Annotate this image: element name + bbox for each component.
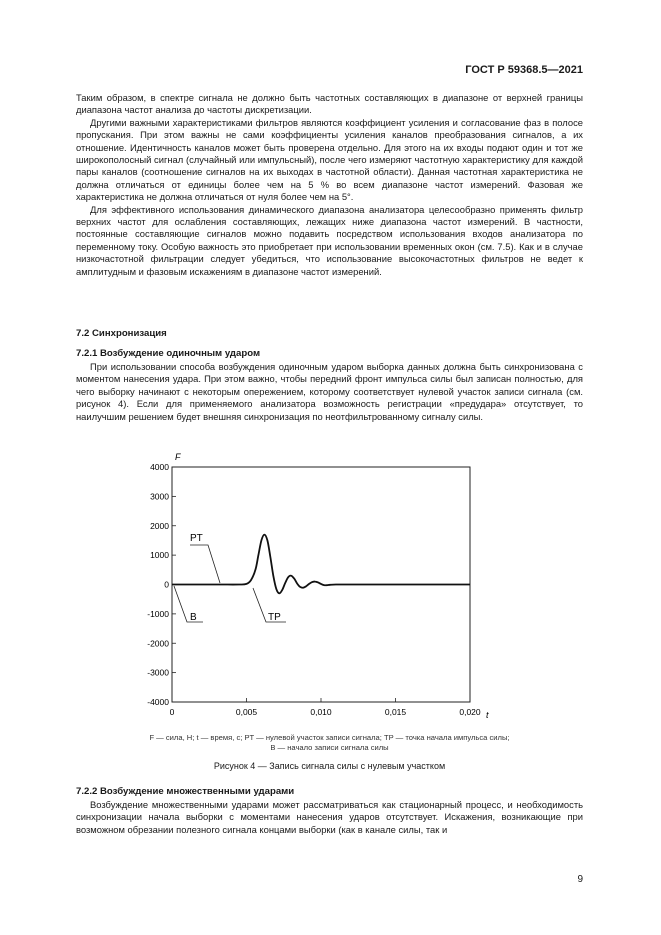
legend-line: F — сила, Н; t — время, с; PT — нулевой участок записи сигнала; TP — точка начала импульса силы;	[149, 733, 510, 742]
subsection-heading: 7.2.2 Возбуждение множественными ударами	[76, 786, 295, 797]
y-tick-label: 4000	[150, 462, 169, 472]
x-axis-label: t	[486, 710, 489, 720]
annotation-label-b: B	[190, 612, 197, 623]
paragraph-multiple-impacts: Возбуждение множественными ударами может рассматриваться как стационарный процесс, и необходимость синхронизации начала выборки с моментами нанесения ударов отсутствует. Искажения, возникающие при возможном обрезании полезного сигнала концами выборки (как в канале силы, так и	[76, 799, 583, 835]
x-tick-label: 0,005	[235, 707, 258, 717]
page-number: 9	[577, 874, 583, 885]
paragraph: Другими важными характеристиками фильтров являются коэффициент усиления и согласование фаз в полосе пропускания. При этом важны не сами коэффициенты усиления каналов преобразования сигналов, а их отношение. Идентичность каналов может быть проверена отдельно. Для этого на их входы подают один и тот же широкополосный сигнал (случайный или импульсный), после чего измеряют частотную характеристику для каждой пары каналов (соотношение сигналов на их выходах в частотной области). Данная частотная характеристика не должна отличаться от единицы более чем на 5 % во всем диапазоне частот измерений. Фазовая же характеристика не должна отличаться от нуля более чем на 5°.	[76, 116, 583, 203]
document-header: ГОСТ Р 59368.5—2021	[465, 64, 583, 76]
x-tick-label: 0,015	[384, 707, 407, 717]
annotation-label-pt: PT	[190, 533, 203, 544]
text-block-filters	[76, 92, 583, 278]
y-tick-label: 3000	[150, 491, 169, 502]
y-tick-label: 1000	[150, 550, 169, 561]
section-heading: 7.2 Синхронизация	[76, 328, 167, 339]
annotation-leader-b	[174, 586, 203, 622]
figure-legend	[76, 733, 583, 753]
paragraph-single-impact: При использовании способа возбуждения одиночным ударом выборка данных должна быть синхронизована с моментом нанесения удара. При этом важно, чтобы передний фронт импульса силы был записан полностью, для чего выборку начинают с некоторым опережением, которому соответствует нулевой участок записи сигнала (см. рисунок 4). Если для применяемого анализатора возможность регистрации «предудара» отсутствует, то наилучшим решением будет внешняя синхронизация по неотфильтрованному сигналу силы.	[76, 361, 583, 422]
y-axis-label: F	[175, 452, 181, 462]
series-line	[172, 535, 470, 594]
paragraph: Для эффективного использования динамического диапазона анализатора целесообразно применять фильтр верхних частот для ослабления составляющих, лежащих ниже диапазона частот измерений. В частности, постоянные составляющие сигналов можно подавить посредством использования входов анализатора по переменному току. Особую важность это приобретает при использовании временных окон (см. 7.5). Как и в случае низкочастотной фильтрации следует убедиться, что использование высокочастотных фильтров не ведет к амплитудным и фазовым искажениям в диапазоне частот измерений.	[76, 203, 583, 277]
annotation-leader-pt	[190, 545, 220, 583]
force-signal-chart	[100, 448, 500, 730]
x-tick-label: 0	[169, 707, 175, 717]
figure-caption: Рисунок 4 — Запись сигнала силы с нулевым участком	[213, 761, 446, 771]
paragraph: Таким образом, в спектре сигнала не должно быть частотных составляющих в диапазоне от верхней границы диапазона частот анализа до частоты дискретизации.	[76, 92, 583, 116]
y-tick-label: -3000	[147, 667, 169, 678]
y-tick-label: -1000	[147, 608, 169, 619]
annotation-label-tp: TP	[268, 612, 281, 623]
x-tick-label: 0,010	[310, 707, 332, 717]
y-tick-label: 2000	[150, 520, 169, 531]
subsection-heading: 7.2.1 Возбуждение одиночным ударом	[76, 348, 261, 359]
y-tick-label: -4000	[147, 697, 169, 707]
y-tick-label: 0	[164, 579, 169, 590]
x-tick-label: 0,020	[459, 707, 481, 717]
legend-line: B — начало записи сигнала силы	[270, 743, 389, 752]
y-tick-label: -2000	[147, 638, 169, 649]
